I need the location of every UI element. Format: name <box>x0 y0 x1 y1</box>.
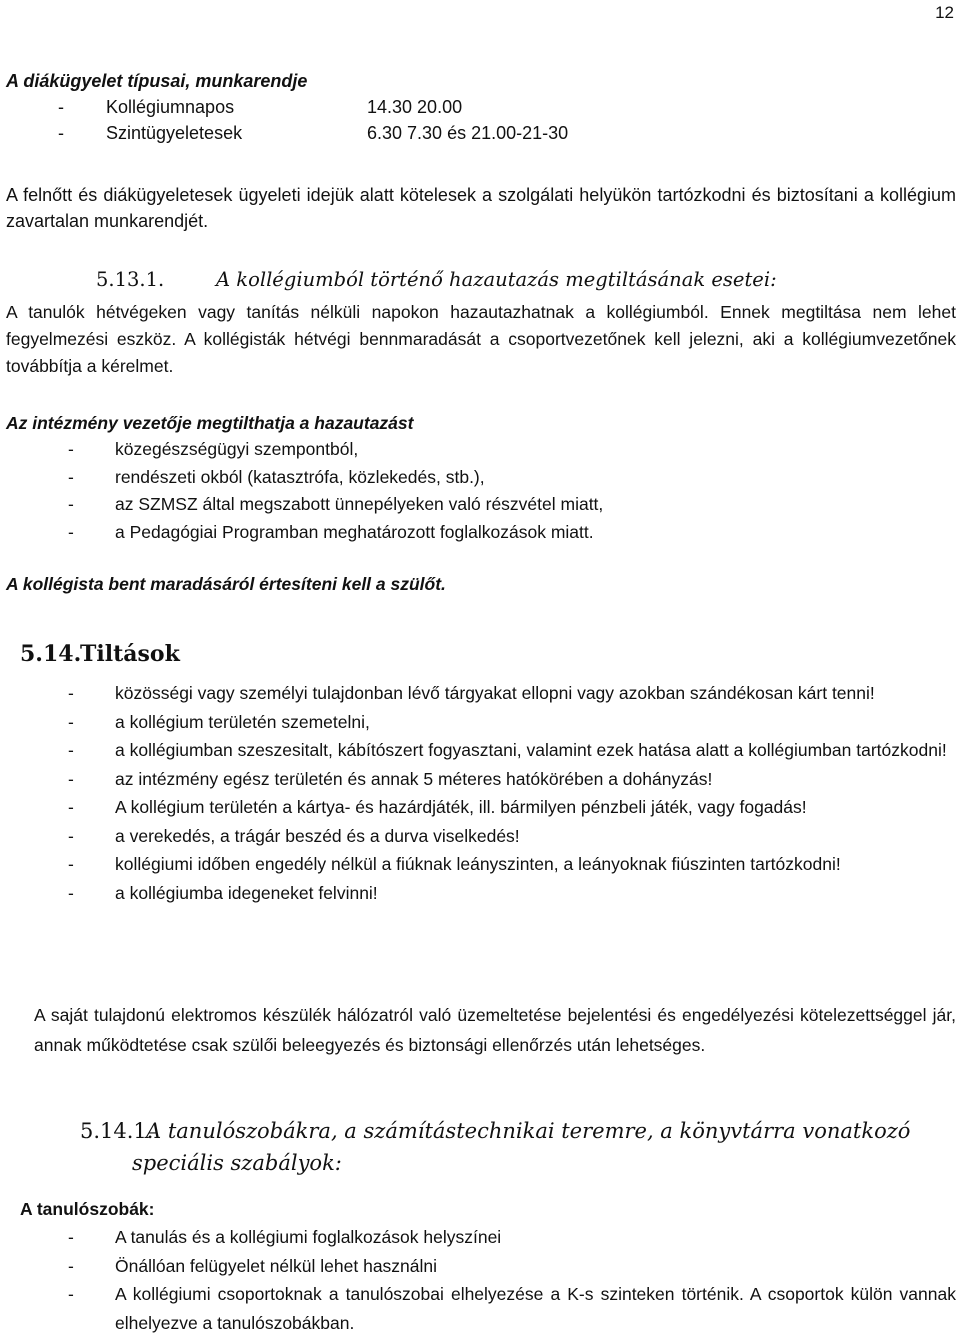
list-dash: - <box>68 797 74 817</box>
list-item: - A kollégiumi csoportoknak a tanulószobai elhelyezése a K-s szinteken történik. A csoportok külön vannak elhelyezve a tanulószobákban. <box>68 1280 956 1337</box>
duty-paragraph: A felnőtt és diákügyeletesek ügyeleti idejük alatt kötelesek a szolgálati helyükön tartózkodni és biztosítani a kollégium zavartalan munkarendjét. <box>6 185 956 231</box>
list-dash: - <box>68 466 74 487</box>
list-item: - A kollégium területén a kártya- és hazárdjáték, ill. bármilyen pénzbeli játék, vagy fogadás! <box>68 793 956 822</box>
schedule-label: Kollégiumnapos <box>106 97 235 117</box>
page-number: 12 <box>935 3 954 22</box>
section-5-14-heading <box>20 639 180 669</box>
list-dash: - <box>68 439 74 459</box>
section-title: Tiltások <box>80 641 180 667</box>
prohibitions-list <box>68 679 956 907</box>
list-dash: - <box>58 97 64 117</box>
section-number: 5.14.1. <box>80 1119 154 1143</box>
list-dash: - <box>68 711 74 732</box>
section-5-13-1-heading <box>6 266 956 294</box>
schedule-label: Szintügyeletesek <box>106 123 243 143</box>
list-dash: - <box>58 123 64 143</box>
parent-notice: A kollégista bent maradásáról értesíteni kell a szülőt. <box>6 574 446 594</box>
list-item: - kollégiumi időben engedély nélkül a fiúknak leányszinten, a leányoknak fiúszinten tartózkodni! <box>68 850 956 879</box>
prohibit-travel-heading: Az intézmény vezetője megtilthatja a hazautazást <box>6 413 414 433</box>
list-item: - az intézmény egész területén és annak 5 méteres hatókörében a dohányzás! <box>68 765 956 794</box>
list-item: - Önállóan felügyelet nélkül lehet használni <box>68 1252 956 1281</box>
prohibit-travel-list <box>68 436 948 546</box>
list-item: - a kollégiumba idegeneket felvinni! <box>68 879 956 908</box>
schedule-time: 6.30 7.30 és 21.00-21-30 <box>367 123 569 143</box>
list-dash: - <box>68 740 74 760</box>
list-item: - közegészségügyi szempontból, <box>68 436 948 464</box>
list-item: - a kollégiumban szeszesitalt, kábítószert fogyasztani, valamint ezek hatása alatt a kollégiumban tartózkodni! <box>68 736 956 765</box>
list-dash: - <box>68 1227 74 1247</box>
list-dash: - <box>68 825 74 846</box>
schedule-row <box>6 94 956 120</box>
list-item: - A tanulás és a kollégiumi foglalkozások helyszínei <box>68 1223 956 1252</box>
list-item: - a kollégium területén szemetelni, <box>68 708 956 737</box>
section-number: 5.14. <box>20 641 82 667</box>
list-dash: - <box>68 1255 74 1276</box>
list-dash: - <box>68 683 74 703</box>
section-title: A tanulószobákra, a számítástechnikai teremre, a könyvtárra vonatkozó <box>146 1119 911 1143</box>
schedule-title: A diákügyelet típusai, munkarendje <box>6 71 308 91</box>
schedule-time: 14.30 20.00 <box>367 97 463 117</box>
list-dash: - <box>68 494 74 514</box>
list-dash: - <box>68 521 74 542</box>
section-title-continued: speciális szabályok: <box>132 1151 342 1175</box>
schedule-section <box>6 68 956 146</box>
study-rooms-heading: A tanulószobák: <box>20 1199 155 1219</box>
list-item: - a verekedés, a trágár beszéd és a durva viselkedés! <box>68 822 956 851</box>
section-title: A kollégiumból történő hazautazás megtiltásának esetei: <box>216 268 777 291</box>
section-5-13-1-paragraph: A tanulók hétvégeken vagy tanítás nélküli napokon hazautazhatnak a kollégiumból. Ennek megtiltása nem lehet fegyelmezési eszköz. A kollégisták hétvégi bennmaradását a csoportvezetőnek kell jelezni, aki a kollégiumvezetőnek továbbítja a kérelmet. <box>6 302 956 376</box>
section-5-14-1-heading <box>80 1115 956 1179</box>
list-item: - közösségi vagy személyi tulajdonban lévő tárgyakat ellopni vagy azokban szándékosan kárt tenni! <box>68 679 956 708</box>
list-dash: - <box>68 1284 74 1304</box>
schedule-row <box>6 120 956 146</box>
list-item: - rendészeti okból (katasztrófa, közlekedés, stb.), <box>68 464 948 492</box>
list-item: - a Pedagógiai Programban meghatározott foglalkozások miatt. <box>68 519 948 547</box>
list-item: - az SZMSZ által megszabott ünnepélyeken való részvétel miatt, <box>68 491 948 519</box>
study-rooms-list <box>68 1223 956 1337</box>
electrical-devices-paragraph: A saját tulajdonú elektromos készülék hálózatról való üzemeltetése bejelentési és engedélyezési kötelezettséggel jár, annak működtetése csak szülői beleegyezés és biztonsági ellenőrzés után lehetséges. <box>34 1005 956 1055</box>
list-dash: - <box>68 854 74 874</box>
list-dash: - <box>68 768 74 789</box>
list-dash: - <box>68 882 74 903</box>
section-number: 5.13.1. <box>96 268 165 291</box>
